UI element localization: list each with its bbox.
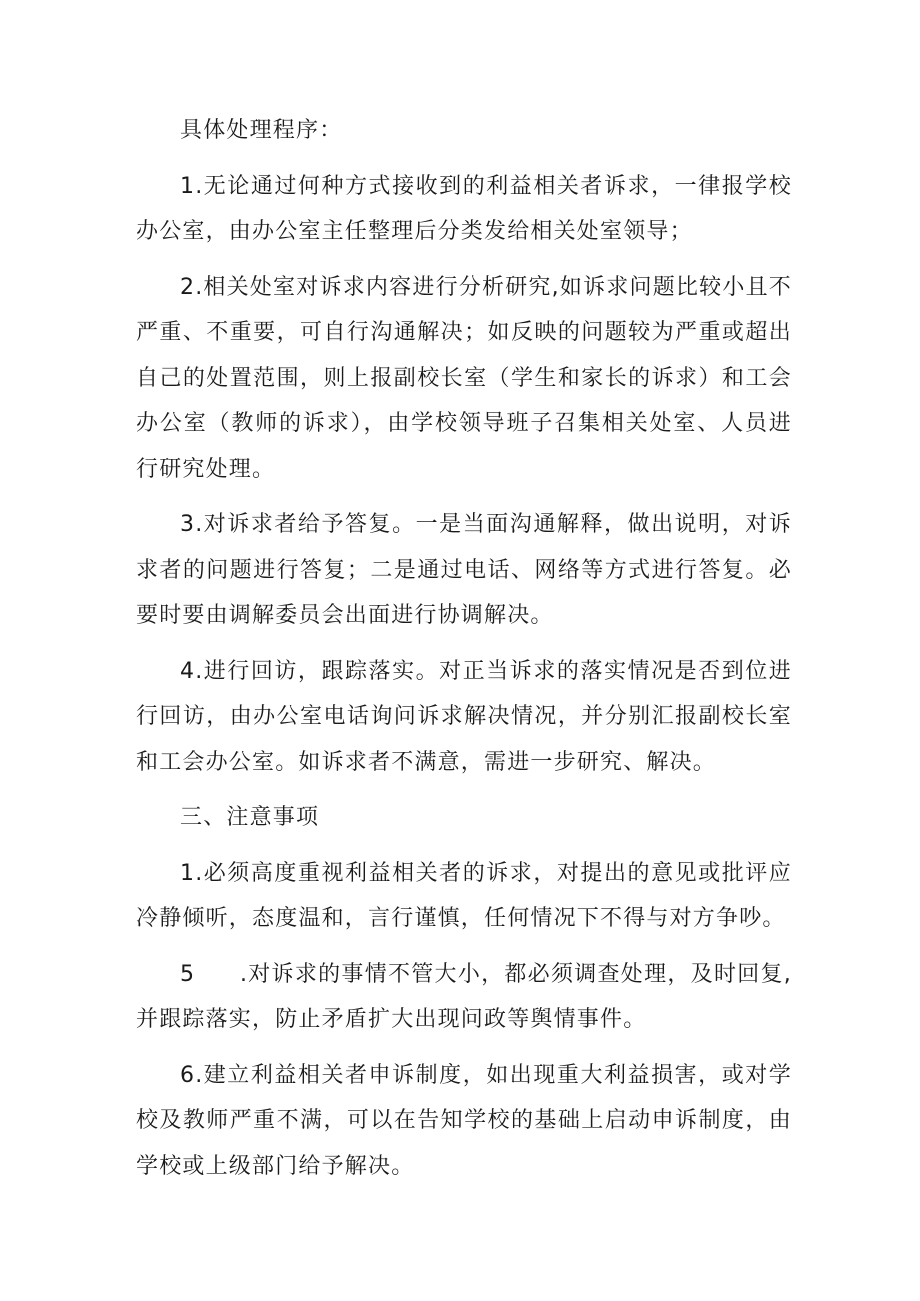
document-body <box>136 108 792 1199</box>
paragraph-text: .建立利益相关者申诉制度，如出现重大利益损害，或对学校及教师严重不满，可以在告知学校的基础上启动申诉制度，由学校或上级部门给予解决。 <box>136 1062 792 1179</box>
section-heading-notes <box>136 795 792 841</box>
paragraph-text: .进行回访，跟踪落实。对正当诉求的落实情况是否到位进行回访，由办公室电话询问诉求解决情况，并分别汇报副校长室和工会办公室。如诉求者不满意，需进一步研究、解决。 <box>136 658 792 775</box>
procedure-item-1 <box>136 164 792 255</box>
item-number: 3 <box>180 512 196 537</box>
paragraph-text: .相关处室对诉求内容进行分析研究,如诉求问题比较小且不严重、不重要，可自行沟通解决；如反映的问题较为严重或超出自己的处置范围，则上报副校长室（学生和家长的诉求）和工会办公室（教师的诉求），由学校领导班子召集相关处室、人员进行研究处理。 <box>136 274 792 482</box>
paragraph-text: 三、注意事项 <box>180 805 320 830</box>
procedure-item-3 <box>136 502 792 639</box>
item-number: 1. <box>180 860 204 886</box>
paragraph-text: 无论通过何种方式接收到的利益相关者诉求，一律报学校办公室，由办公室主任整理后分类发给相关处室领导； <box>136 173 792 244</box>
section-heading-procedure <box>136 108 792 154</box>
notes-item-5 <box>136 952 792 1043</box>
paragraph-text: 必须高度重视利益相关者的诉求，对提出的意见或批评应冷静倾听，态度温和，言行谨慎，任何情况下不得与对方争吵。 <box>136 860 792 931</box>
item-number: 5 <box>180 961 196 987</box>
item-number: 4 <box>180 658 196 684</box>
paragraph-text: 具体处理程序： <box>180 118 343 143</box>
item-number: 6 <box>180 1062 196 1088</box>
item-number: 1. <box>180 173 204 199</box>
procedure-item-4 <box>136 649 792 786</box>
notes-item-1 <box>136 851 792 942</box>
notes-item-6 <box>136 1053 792 1190</box>
paragraph-text: .对诉求的事情不管大小，都必须调查处理，及时回复,并跟踪落实，防止矛盾扩大出现问政等舆情事件。 <box>136 961 792 1032</box>
paragraph-text: .对诉求者给予答复。一是当面沟通解释，做出说明，对诉求者的问题进行答复；二是通过电话、网络等方式进行答复。必要时要由调解委员会出面进行协调解决。 <box>136 512 792 628</box>
item-number: 2 <box>180 274 196 300</box>
procedure-item-2 <box>136 265 792 493</box>
